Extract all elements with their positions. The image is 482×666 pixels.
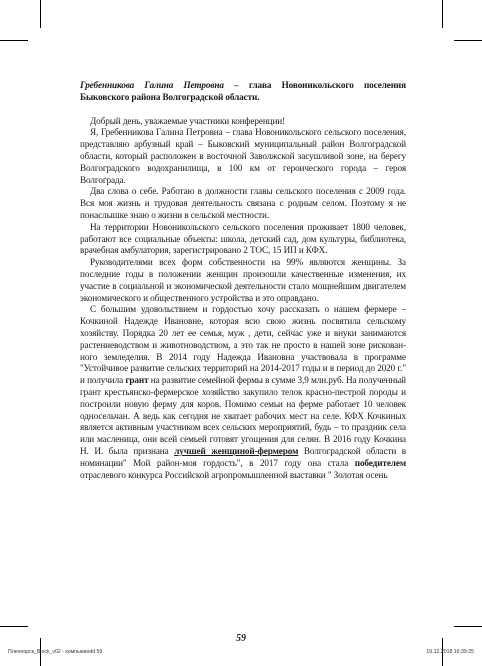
territory-paragraph: На территории Новоникольского сельского поселения проживает 1800 человек, работают все социальные объекты: школа, детский сад, дом культуры, библиотека, врачебная амбулатория, зарегистрировано 2 ТОС, 15 ИП и КФХ. [80, 221, 406, 256]
crop-mark-bottom-left-h [0, 626, 28, 627]
about-me-paragraph: Два слова о себе. Работаю в должности главы сельского поселения с 2009 года. Вся моя жизнь и трудовая деятельность связана с родным селом. Поэтому я не понаслышке знаю о жизни в сельской местности. [80, 186, 406, 220]
crop-mark-bottom-right-h [454, 626, 482, 627]
farmer-story-paragraph [80, 304, 406, 481]
winner-word: победителем [354, 457, 406, 468]
author-title: глава Новоникольского поселения Быковского района Волгоградской области. [80, 80, 406, 102]
crop-mark-top-left-v [40, 0, 41, 28]
print-slug-file: Пленпорск_Block_v02 - компьюинdd 59 [8, 649, 103, 655]
article-heading [80, 80, 406, 104]
best-farmer-phrase: лучшей женщиной-фермером [174, 445, 299, 456]
greeting-paragraph: Добрый день, уважаемые участники конференции! [90, 115, 286, 126]
print-slug-timestamp: 19.12.2018 16:39:25 [426, 649, 474, 655]
farmer-story-part-3: Волгоградской области в номинации" Мой район-моя гордость", в 2017 году она стала [80, 445, 407, 468]
crop-mark-top-left-h [0, 40, 28, 41]
page-content [80, 80, 406, 481]
page-number: 59 [236, 633, 246, 644]
crop-mark-top-right-h [454, 40, 482, 41]
intro-paragraph: Я, Гребенникова Галина Петровна – глава Новоникольского сельского поселения, представляю арбузный край – Быковский муниципальный район Волгоградской области, который расположен в восточной Заволжской засушливой зоне, на берегу Волгоградского водохранилища, в 100 км от героического города – героя Волгограда. [80, 127, 406, 185]
farmer-story-part-1: С большим удовольствием и гордостью хочу рассказать о нашем фермере – Кочкиной Надежде Ивановне, которая всю свою жизнь посвятила сельскому хозяйству. Порядка 20 лет ее семья, муж , дети, сейчас уже и внуки занимаются растениеводством и животноводством, а это так не просто в нашей зоне рискованного земледелия. В 2014 году Надежда Ивановна участвовала в программе "Устойчивое развитие сельских территорий на 2014-2017 годы и в период до 2020 г." и получила [80, 304, 406, 386]
farmer-story-part-2: на развитие семейной фермы в сумме 3,9 млн.руб. На полученный грант крестьянско-фермерское хозяйство закупило телок красно-пестрой породы и построили новую ферму для коров. Помимо семьи на ферме работает 10 человек односельчан. А ведь как сегодня не хватает рабочих мест на селе. КФХ Кочкиных является активным участником всех сельских мероприятий, будь – то праздник села или масленица, они всей семьей готовят угощения для селян. В 2016 году Кочкина Н. И. была признана [80, 375, 406, 456]
author-name: Гребенникова Галина Петровна – [80, 80, 239, 90]
crop-mark-top-right-v [442, 0, 443, 28]
women-leaders-paragraph: Руководителями всех форм собственности на 99% являются женщины. За последние годы в положении женщин произошли качественные изменения, их участие в социальной и экономической деятельности стало мощнейшим двигателем экономического и общественного устройства и это оправдано. [80, 257, 406, 303]
farmer-story-part-4: отраслевого конкурса Российской агропромышленной выставки " Золотая осень [80, 469, 388, 480]
grant-word: грант [125, 375, 149, 386]
